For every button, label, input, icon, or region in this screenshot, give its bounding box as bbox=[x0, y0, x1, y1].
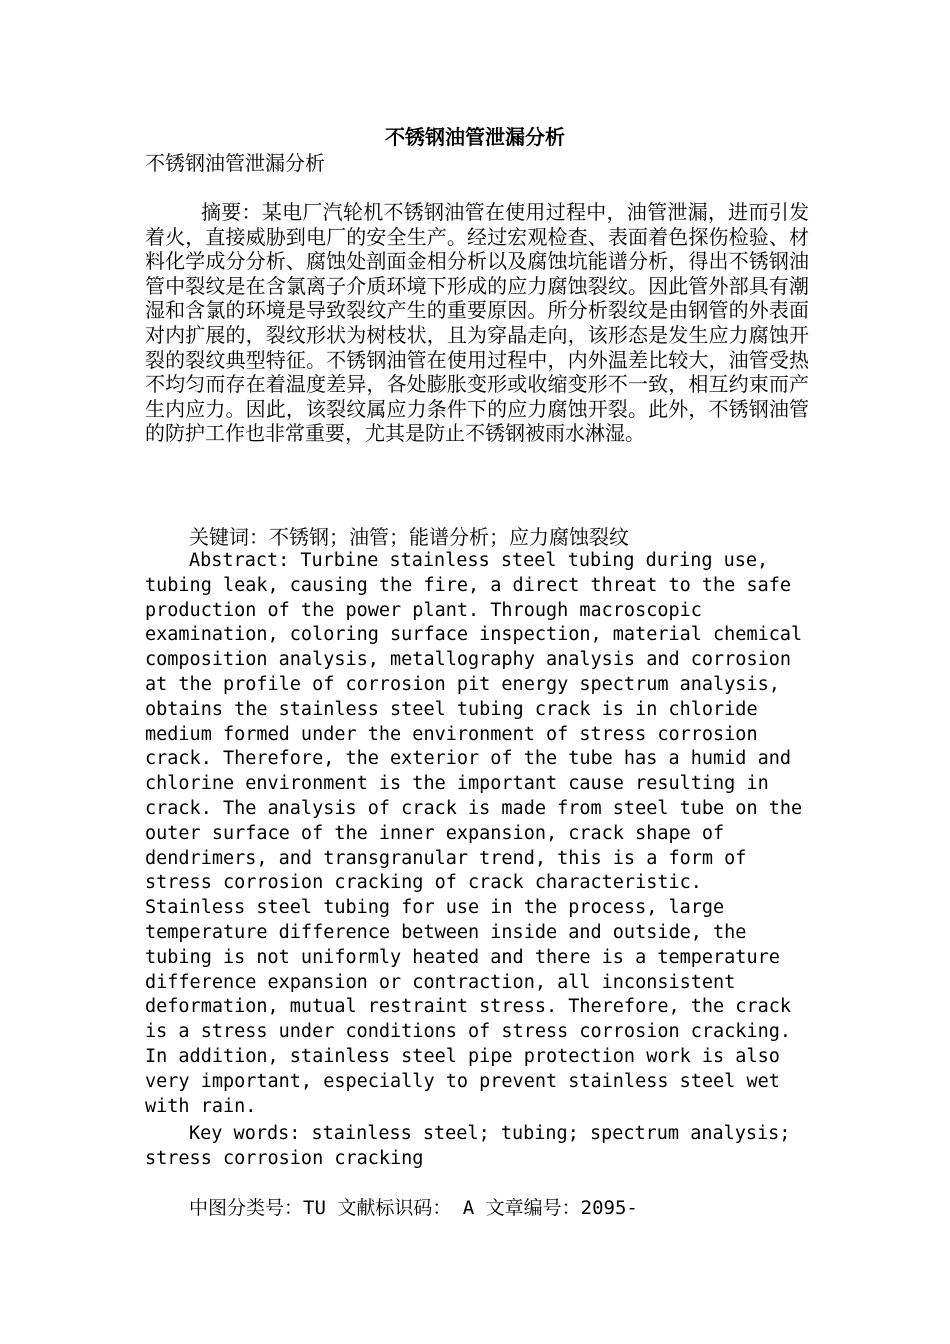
keywords-english: Key words: stainless steel; tubing; spectrum analysis; stress corrosion cracking bbox=[145, 1123, 791, 1169]
document-title: 不锈钢油管泄漏分析 bbox=[385, 125, 565, 149]
document-subtitle: 不锈钢油管泄漏分析 bbox=[145, 151, 325, 175]
abstract-english: Abstract: Turbine stainless steel tubing during use, tubing leak, causing the fire, a direct threat to the safe production of the power plant. Through macroscopic examination, coloring surface inspection, material chemical composition analysis, metallography analysis and corrosion at the profile of corrosion pit energy spectrum analysis, obtains the stainless steel tubing crack is in chloride medium formed under the environment of stress corrosion crack. Therefore, the exterior of the tube has a humid and chlorine environment is the important cause resulting in crack. The analysis of crack is made from steel tube on the outer surface of the inner expansion, crack shape of dendrimers, and transgranular trend, this is a form of stress corrosion cracking of crack characteristic. Stainless steel tubing for use in the process, large temperature difference between inside and outside, the tubing is not uniformly heated and there is a temperature difference expansion or contraction, all inconsistent deformation, mutual restraint stress. Therefore, the crack is a stress under conditions of stress corrosion cracking. In addition, stainless steel pipe protection work is also very important, especially to prevent stainless steel wet with rain. bbox=[145, 550, 803, 1117]
keywords-chinese: 关键词：不锈钢；油管；能谱分析；应力腐蚀裂纹 bbox=[189, 525, 629, 549]
classification-line: 中图分类号：TU 文献标识码： A 文章编号：2095- bbox=[189, 1197, 638, 1219]
abstract-chinese: 摘要：某电厂汽轮机不锈钢油管在使用过程中，油管泄漏，进而引发着火，直接威胁到电厂的安全生产。经过宏观检查、表面着色探伤检验、材料化学成分分析、腐蚀处剖面金相分析以及腐蚀坑能谱分析，得出不锈钢油管中裂纹是在含氯离子介质环境下形成的应力腐蚀裂纹。因此管外部具有潮湿和含氯的环境是导致裂纹产生的重要原因。所分析裂纹是由钢管的外表面对内扩展的，裂纹形状为树枝状，且为穿晶走向，该形态是发生应力腐蚀开裂的裂纹典型特征。不锈钢油管在使用过程中，内外温差比较大，油管受热不均匀而存在着温度差异，各处膨胀变形或收缩变形不一致，相互约束而产生内应力。因此，该裂纹属应力条件下的应力腐蚀开裂。此外，不锈钢油管的防护工作也非常重要，尤其是防止不锈钢被雨水淋湿。 bbox=[145, 200, 809, 446]
